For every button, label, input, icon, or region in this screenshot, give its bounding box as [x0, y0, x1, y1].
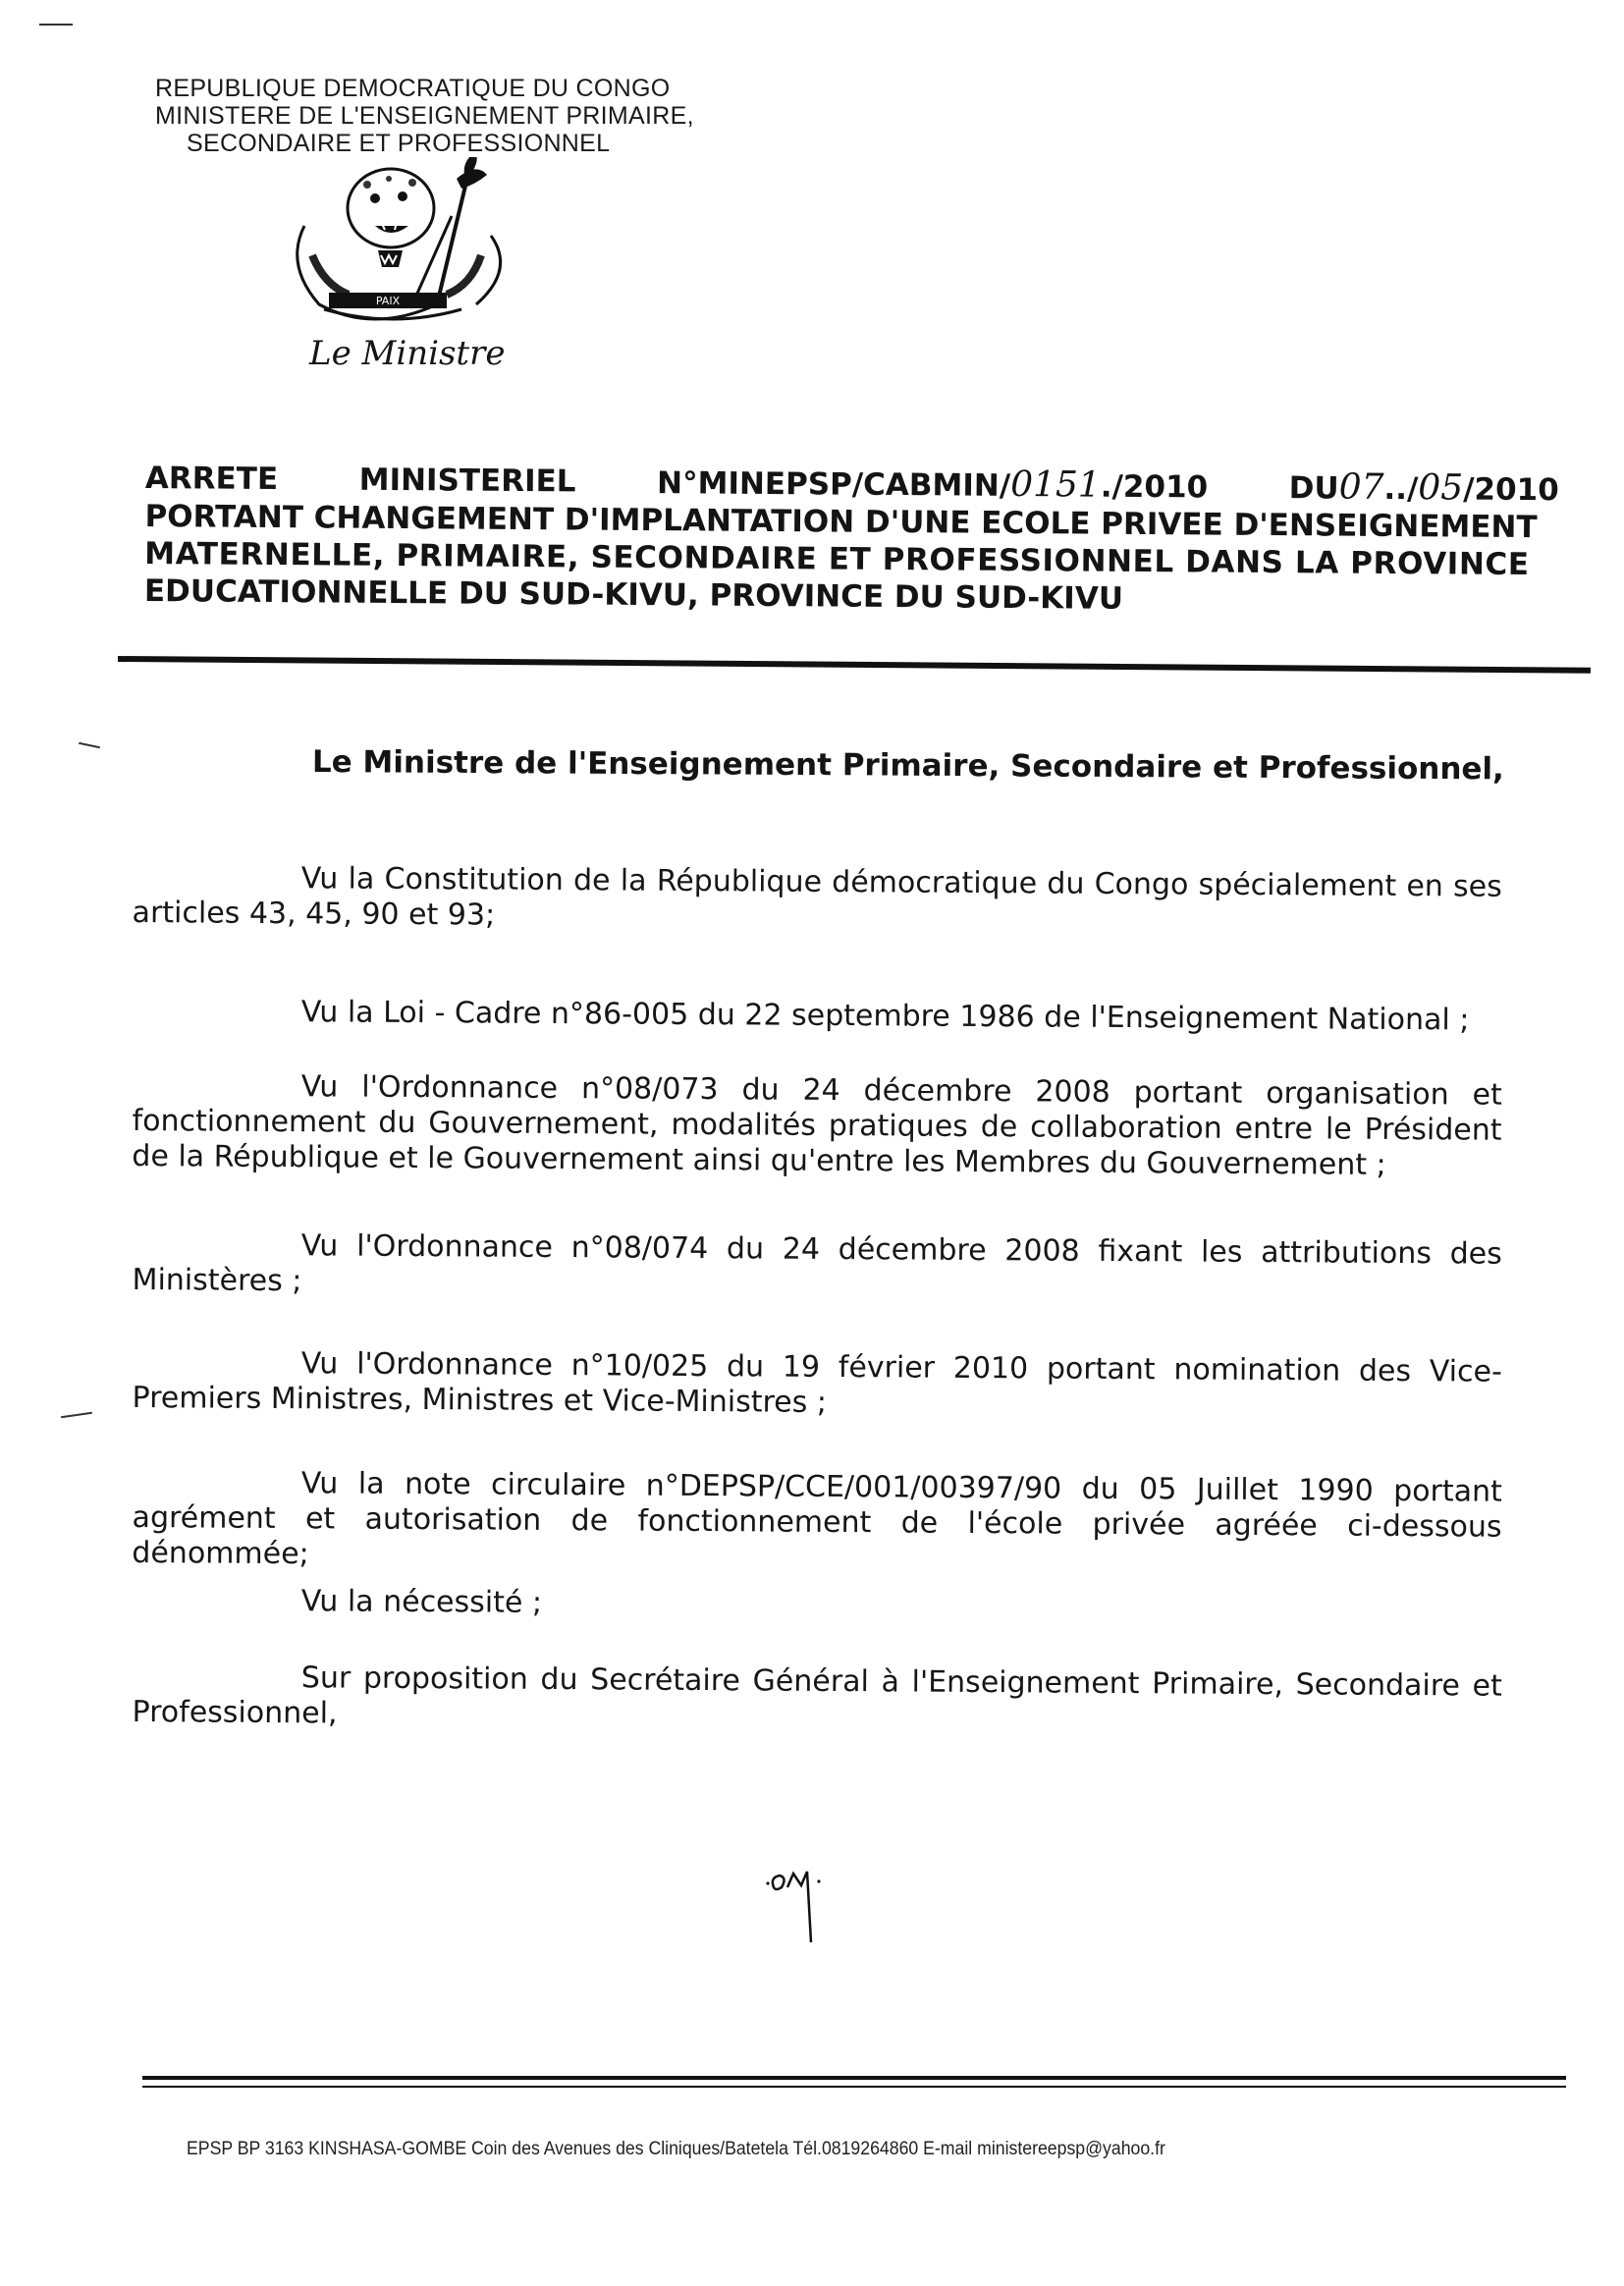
title-line-4: EDUCATIONNELLE DU SUD-KIVU, PROVINCE DU SUD-KIVU [143, 572, 1124, 617]
handwritten-number: 0151 [1010, 463, 1101, 506]
scan-mark [61, 1412, 92, 1418]
decree-date: DU07../05/2010 [1288, 466, 1559, 509]
paragraph-ordonnance-08-073: Vu l'Ordonnance n°08/073 du 24 décembre 2008 portant organisation et fonctionnement du Gouvernement, modalités pratiques de collaboration entre le Président de la République et le Gouvernement ainsi qu'entre les Membres du Gouvernement ; [132, 1069, 1502, 1182]
handwritten-month: 05 [1418, 467, 1464, 509]
decree-title [144, 460, 1559, 621]
minister-script-title: Le Ministre [309, 334, 506, 373]
header-ministry: MINISTERE DE L'ENSEIGNEMENT PRIMAIRE, [155, 102, 694, 130]
title-divider [118, 656, 1591, 674]
paragraph-note-circulaire: Vu la note circulaire n°DEPSP/CCE/001/00397/90 du 05 Juillet 1990 portant agrément et autorisation de fonctionnement de l'école privée agréée ci-dessous dénommée; [132, 1466, 1502, 1572]
handwritten-day: 07 [1338, 466, 1384, 508]
svg-text:PAIX: PAIX [375, 295, 401, 307]
paragraph-constitution: Vu la Constitution de la République démocratique du Congo spécialement en ses articles 43, 45, 90 et 93; [132, 861, 1502, 933]
scan-mark [79, 742, 100, 749]
paragraph-ordonnance-10-025: Vu l'Ordonnance n°10/025 du 19 février 2010 portant nomination des Vice-Premiers Ministres, Ministres et Vice-Ministres ; [132, 1346, 1502, 1420]
footer-divider [142, 2076, 1566, 2080]
coat-of-arms-emblem-icon [265, 157, 540, 324]
title-line-3: MATERNELLE, PRIMAIRE, SECONDAIRE ET PROFESSIONNEL DANS LA PROVINCE [144, 535, 1530, 583]
footer-divider-thin [142, 2086, 1566, 2088]
paragraph-loi-cadre: Vu la Loi - Cadre n°86-005 du 22 septembre 1986 de l'Enseignement National ; [300, 995, 1470, 1038]
footer-address: EPSP BP 3163 KINSHASA-GOMBE Coin des Avenues des Cliniques/Batetela Tél.0819264860 E-mail ministereepsp@yahoo.fr [187, 2139, 1165, 2159]
title-word-arrete: ARRETE [144, 460, 279, 498]
scan-mark [39, 24, 73, 26]
handwritten-initials-icon [766, 1866, 844, 1944]
paragraph-necessite: Vu la nécessité ; [300, 1584, 543, 1620]
paragraph-ordonnance-08-074: Vu l'Ordonnance n°08/074 du 24 décembre 2008 fixant les attributions des Ministères ; [132, 1228, 1502, 1299]
minister-heading: Le Ministre de l'Enseignement Primaire, Secondaire et Professionnel, [311, 744, 1505, 788]
title-line-2: PORTANT CHANGEMENT D'IMPLANTATION D'UNE ECOLE PRIVEE D'ENSEIGNEMENT [144, 498, 1538, 546]
paragraph-proposition: Sur proposition du Secrétaire Général à l'Enseignement Primaire, Secondaire et Professionnel, [132, 1660, 1502, 1731]
decree-number: N°MINEPSP/CABMIN/0151./2010 [656, 463, 1209, 506]
header-ministry-cont: SECONDAIRE ET PROFESSIONNEL [187, 130, 611, 157]
title-word-ministeriel: MINISTERIEL [358, 462, 576, 500]
header-country: REPUBLIQUE DEMOCRATIQUE DU CONGO [155, 75, 671, 102]
